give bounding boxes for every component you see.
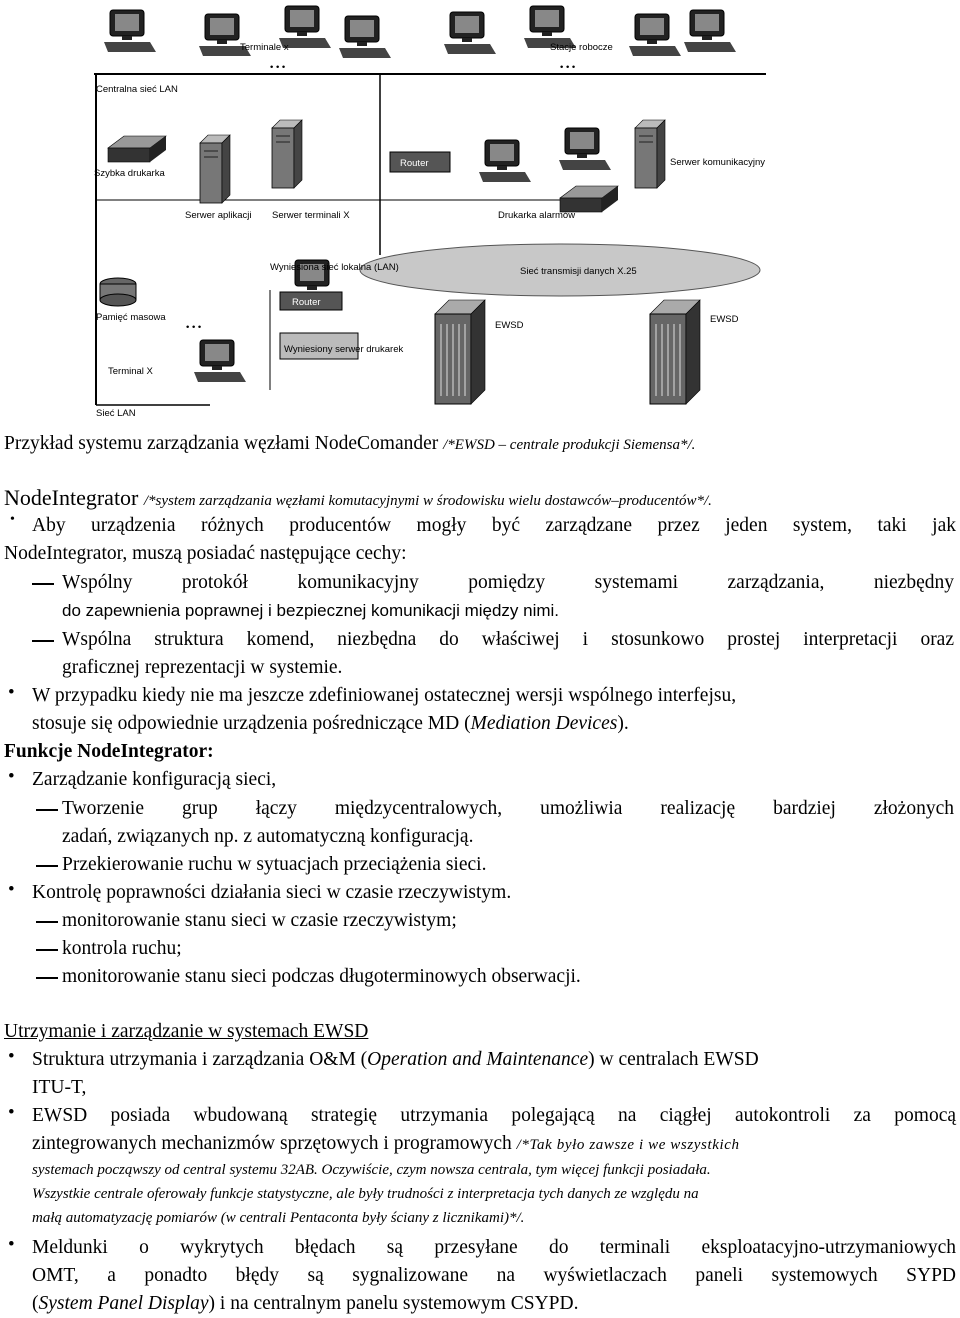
function-config-groups-line2: zadań, związanych np. z automatyczną konfiguracją. <box>62 826 474 847</box>
sypd-open: ( <box>32 1293 39 1314</box>
dash-icon <box>36 977 58 979</box>
maintenance-strategy-line1: EWSD posiada wbudowaną strategię utrzymania polegającą na ciągłej autokontroli za pomocą <box>32 1105 956 1126</box>
label-remote-lan: Wyniesiona sieć lokalna (LAN) <box>270 262 399 273</box>
functions-heading: Funkcje NodeIntegrator: <box>4 741 214 762</box>
strategy-note-line2: systemach począwszy od central systemu 32AB. Oczywiście, czym nowsza centrala, tym więcej funkcji posiadała. <box>32 1162 711 1178</box>
sypd-term: System Panel Display <box>38 1293 209 1314</box>
item-protocol-line1: Wspólny protokół komunikacyjny pomiędzy systemami zarządzania, niezbędny <box>62 572 954 593</box>
workstation-icon <box>479 140 531 182</box>
om-term: Operation and Maintenance <box>367 1049 589 1070</box>
label-router-top: Router <box>400 158 429 169</box>
app-server-icon <box>200 135 230 203</box>
dash-icon <box>32 583 54 585</box>
workstation-icon <box>684 10 736 52</box>
label-lan: Sieć LAN <box>96 408 136 419</box>
dash-icon <box>36 921 58 923</box>
dash-icon <box>36 865 58 867</box>
label-print-server: Wyniesiony serwer drukarek <box>284 344 404 355</box>
label-terminal-server: Serwer terminali X <box>272 210 350 221</box>
caption-note: /*EWSD – centrale produkcji Siemensa*/. <box>443 437 696 453</box>
label-terminals: Terminale x <box>240 42 289 53</box>
caption-text: Przykład systemu zarządzania węzłami NodeComander <box>4 433 444 454</box>
workstation-icon <box>559 128 611 170</box>
nodeintegrator-intro <box>4 484 956 515</box>
label-terminal-x: Terminal X <box>108 366 153 377</box>
bullet-icon: • <box>8 682 15 703</box>
function-config: Zarządzanie konfiguracją sieci, <box>32 769 277 790</box>
label-x25: Sieć transmisji danych X.25 <box>520 266 637 277</box>
bullet-icon: • <box>8 766 15 787</box>
maintenance-strategy-line2 <box>32 1130 960 1159</box>
workstation-icon <box>444 12 496 54</box>
paragraph-md-line1: W przypadku kiedy nie ma jeszcze zdefiniowanej ostatecznej wersji wspólnego interfejsu, <box>32 685 737 706</box>
label-alarm-printer: Drukarka alarmów <box>498 210 576 221</box>
md-text: stosuje się odpowiednie urządzenia pośredniczące MD ( <box>32 713 471 734</box>
om-text-end: ) w centralach EWSD <box>588 1049 759 1070</box>
function-config-groups-line1: Tworzenie grup łączy międzycentralowych, umożliwia realizację bardziej złożonych <box>62 798 954 819</box>
function-control-monitor: monitorowanie stanu sieci w czasie rzeczywistym; <box>62 910 457 931</box>
md-close: ). <box>617 713 629 734</box>
bullet-icon: • <box>8 1046 15 1067</box>
label-ewsd-right: EWSD <box>710 314 739 325</box>
strategy-note-line4: małą automatyzację pomiarów (w centrali Pentaconta były ściany z licznikami)*/. <box>32 1210 525 1226</box>
function-config-reroute: Przekierowanie ruchu w sytuacjach przeciążenia sieci. <box>62 854 487 875</box>
bullet-icon: • <box>8 1102 15 1123</box>
label-app-server: Serwer aplikacji <box>185 210 252 221</box>
nodeintegrator-note: /*system zarządzania węzłami komutacyjnymi w środowisku wielu dostawców–producentów*/. <box>143 493 712 509</box>
ewsd-cabinet-icon <box>435 300 485 404</box>
dash-icon <box>32 640 54 642</box>
maintenance-om-line1 <box>32 1046 960 1074</box>
network-diagram <box>90 0 770 420</box>
paragraph-requirements-line2: NodeIntegrator, muszą posiadać następujące cechy: <box>4 543 407 564</box>
paragraph-requirements-line1: Aby urządzenia różnych producentów mogły być zarządzane przez jeden system, taki jak <box>32 515 956 536</box>
paragraph-md-line2 <box>32 710 960 738</box>
dash-icon <box>36 809 58 811</box>
bullet-icon: • <box>10 512 15 527</box>
label-stations: Stacje robocze <box>550 42 613 53</box>
label-ewsd-left: EWSD <box>495 320 524 331</box>
workstation-icon <box>629 14 681 56</box>
workstation-icon <box>339 16 391 58</box>
label-comm-server: Serwer komunikacyjny <box>670 157 766 168</box>
function-control-traffic: kontrola ruchu; <box>62 938 182 959</box>
maintenance-om-line2: ITU-T, <box>32 1077 87 1098</box>
item-commands-line2: graficznej reprezentacji w systemie. <box>62 657 343 678</box>
label-dots: • • • <box>560 62 576 73</box>
nodeintegrator-title: NodeIntegrator <box>4 485 144 510</box>
md-term: Mediation Devices <box>470 713 618 734</box>
label-dots: • • • <box>186 322 202 333</box>
dash-icon <box>36 949 58 951</box>
maintenance-heading: Utrzymanie i zarządzanie w systemach EWSD <box>4 1021 369 1042</box>
strategy-note-start: /*Tak było zawsze i we wszystkich <box>516 1137 740 1153</box>
bullet-icon: • <box>8 1234 15 1255</box>
sypd-text: ) i na centralnym panelu systemowym CSYPD. <box>208 1293 579 1314</box>
maintenance-errors-line2: OMT, a ponadto błędy są sygnalizowane na wyświetlaczach paneli systemowych SYPD <box>32 1265 956 1286</box>
maintenance-errors-line1: Meldunki o wykrytych błędach są przesyłane do terminali eksploatacyjno-utrzymaniowych <box>32 1237 956 1258</box>
item-protocol-line2: do zapewnienia poprawnej i bezpiecznej komunikacji między nimi. <box>62 601 560 620</box>
terminal-server-icon <box>272 120 302 188</box>
label-fast-printer: Szybka drukarka <box>94 168 165 179</box>
om-text: Struktura utrzymania i zarządzania O&M ( <box>32 1049 368 1070</box>
workstation-icon <box>194 340 246 382</box>
alarm-printer-icon <box>560 186 618 212</box>
fast-printer-icon <box>108 136 166 162</box>
strategy-note-line3: Wszystkie centrale oferowały funkcje statystyczne, ale były trudności z interpretacja tych danych ze względu na <box>32 1186 699 1202</box>
workstation-icon <box>104 10 156 52</box>
bullet-icon: • <box>8 879 15 900</box>
comm-server-icon <box>635 120 665 188</box>
label-router-bottom: Router <box>292 297 321 308</box>
figure-caption <box>4 430 956 459</box>
function-control-longterm: monitorowanie stanu sieci podczas długoterminowych obserwacji. <box>62 966 581 987</box>
function-control: Kontrolę poprawności działania sieci w czasie rzeczywistym. <box>32 882 512 903</box>
ewsd-cabinet-icon <box>650 300 700 404</box>
label-dots: • • • <box>270 62 286 73</box>
label-mass-storage: Pamięć masowa <box>96 312 166 323</box>
strategy-text: zintegrowanych mechanizmów sprzętowych i programowych <box>32 1133 517 1154</box>
item-commands-line1: Wspólna struktura komend, niezbędna do właściwej i stosunkowo prostej interpretacji oraz <box>62 629 954 650</box>
label-central-lan: Centralna sieć LAN <box>96 84 178 95</box>
